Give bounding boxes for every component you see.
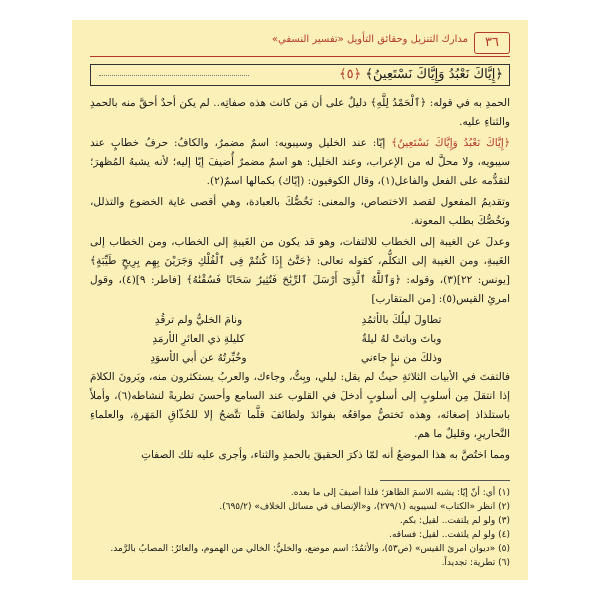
book-page bbox=[72, 20, 528, 580]
footnote: (٢) انظر «الكتاب» لسيبويه (٢٧٩/١)، و«الإنصاف في مسائل الخلاف» (٦٩٥/٢). bbox=[219, 502, 510, 512]
paragraph: فالتفتَ في الأبيات الثلاثةِ حيثُ لم يقل: ليلي، وبِتُّ، وجاءك، والعربُ يستكثرون منه، ويَرونَ الكلامَ إذا انتقلَ مِن أسلوبٍ إلى أسلوبٍ أدخلَ في القلوب عند السامع وأحسنَ تطريةً لنشاطه(٦)، وأملأَ باستلذاذ إصغائه، وهذه تَختصُّ مواقعُه بفوائدَ ولطائفَ قلَّما تتَّضحُ إلا للحُذّاقِ المَهَرةِ، والعلماءِ النَّحاريرِ، وقليلٌ ما هم. bbox=[90, 371, 510, 440]
paragraph: وعدلَ عن الغيبة إلى الخطاب للالتفات، وهو قد يكون من الغَيبةِ إلى الخطاب، ومن الخطاب إلى الغَيبةِ، ومن الغيبة إلى التكلُّم، كقوله تعالى: ﴿حَتَّىٰٓ إِذَا كُنتُمْ فِى ٱلْفُلْكِ وَجَرَيْنَ بِهِم بِرِيحٍ طَيِّبَةٍ﴾ [يونس: ٢٢](٣)، وقوله: ﴿وَٱللَّهُ ٱلَّذِىٓ أَرْسَلَ ٱلرِّيَٰحَ فَتُثِيرُ سَحَابًا فَسُقْنَٰهُ﴾ [فاطر: ٩](٤)، وقول امرئِ القيس(٥): [من المتقارب] bbox=[90, 236, 511, 305]
header-rule bbox=[90, 56, 510, 57]
verse-text: ﴿إِيَّاكَ نَعْبُدُ وَإِيَّاكَ نَسْتَعِينُ﴾ bbox=[365, 67, 503, 82]
poem-hemistich: وباتَ وباتتْ لهُ ليلةٌ bbox=[361, 333, 442, 345]
main-text bbox=[90, 94, 510, 467]
poem-hemistich: تطاولَ ليلُكَ بالأثمُدِ bbox=[361, 314, 442, 326]
verse-number: ٥ bbox=[346, 67, 354, 82]
footnote-rule bbox=[380, 480, 510, 481]
paragraph: ومما اختُصَّ به هذا الموضعُ أنه لمّا ذكرَ الحقيقَ بالحمدِ والثناء، وأجرى عليه تلك الصفاتِ bbox=[141, 449, 510, 461]
paragraph: الحمدِ به في قوله: ﴿ٱلْحَمْدُ لِلَّهِ﴾ دليلٌ على أن مَن كانت هذه صفاتِه.. لم يكن أحدٌ أحقَّ منه بالحمدِ والثناءِ عليه. bbox=[90, 97, 510, 128]
footnote: (١) أي: أنّ إيّا: يشبه الاسمَ الظاهرَ؛ فلذا أُضيفَ إلى ما بعده. bbox=[290, 488, 510, 498]
page-header bbox=[90, 32, 510, 54]
paragraph: وتقديمُ المفعول لقصد الاختصاص، والمعنى: نَخُصُّكَ بالعبادة، وهي أقصى غاية الخضوع والتذلل، ونَخُصُّكَ بطلب المعونة. bbox=[90, 196, 510, 227]
verse-lead: ﴿إِيَّاكَ نَعْبُدُ وَإِيَّاكَ نَسْتَعِينُ﴾ bbox=[391, 137, 510, 149]
poem bbox=[90, 311, 510, 368]
poem-hemistich: ونامَ الخليُّ ولم ترقُدِ bbox=[154, 314, 243, 326]
poem-hemistich: وخُبِّرتُهُ عن أبي الأسوَدِ bbox=[150, 352, 247, 364]
poem-hemistich: كليلةِ ذي العائرِ الأرمَدِ bbox=[152, 333, 245, 345]
paragraph: ﴿إِيَّاكَ نَعْبُدُ وَإِيَّاكَ نَسْتَعِينُ﴾ إيّا: عند الخليل وسيبويه: اسمٌ مضمرٌ، والكافُ: حرفُ خطابٍ عند سيبويه، ولا محلَّ له من الإعراب، وعند الخليل: هو اسمٌ مضمرٌ أُضيفَ إيّا إليه؛ لأنه يشبهُ المُظهرَ؛ لتقدُّمه على الفعل والفاعل(١)، وقال الكوفيون: (إيّاك) بكمالها اسمٌ(٢). bbox=[90, 137, 510, 187]
footnote: (٥) «ديوان امرئ القيس» (ص٥٣)، والأثمُدُ: اسم موضع، والخليُّ: الخالي من الهموم، والعائرُ: المصابُ بالرَّمد. bbox=[110, 544, 510, 554]
verse-box: ﴿إِيَّاكَ نَعْبُدُ وَإِيَّاكَ نَسْتَعِينُ﴾ ﴿٥﴾ bbox=[90, 64, 510, 86]
poem-hemistich: وذلكَ من نبإٍ جاءني bbox=[360, 352, 443, 364]
footnote: (٤) ولو لم يلتفت.. لقيل: فساقه. bbox=[389, 530, 510, 540]
footnote: (٦) تطرية: تجديداً. bbox=[441, 558, 510, 568]
running-title: مدارك التنزيل وحقائق التأويل «تفسير النسفي» bbox=[271, 34, 468, 45]
footnotes bbox=[90, 486, 510, 570]
page-number: ٣٦ bbox=[474, 32, 510, 54]
verse-dotted-line bbox=[99, 75, 249, 76]
footnote: (٣) ولو لم يلتفت.. لقيل: بكم. bbox=[399, 516, 510, 526]
